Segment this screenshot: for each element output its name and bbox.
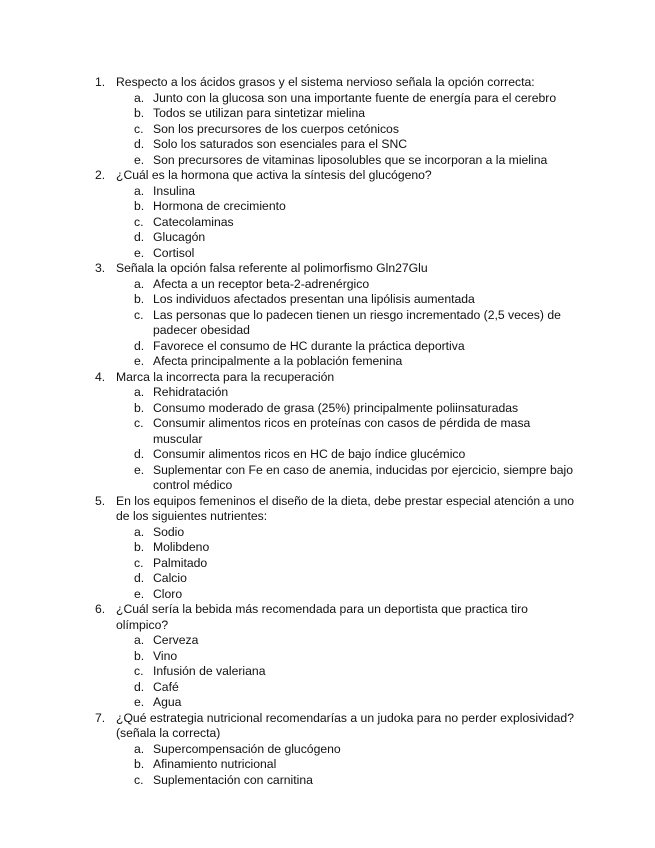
question-text: Respecto a los ácidos grasos y el sistema nervioso señala la opción correcta: — [116, 75, 535, 89]
question-item — [0, 711, 655, 789]
option-letter: a. — [134, 90, 145, 105]
option-item — [116, 122, 575, 138]
option-text: Cerveza — [153, 633, 199, 647]
option-item — [116, 757, 575, 773]
question-text: ¿Cuál es la hormona que activa la síntesis del glucógeno? — [116, 168, 432, 182]
option-item — [116, 556, 575, 572]
option-list — [116, 385, 575, 494]
option-letter: d. — [134, 338, 145, 353]
option-letter: e. — [134, 245, 145, 260]
option-letter: e. — [134, 695, 145, 709]
option-letter: e. — [134, 462, 145, 477]
option-list — [116, 633, 575, 711]
option-item — [116, 649, 575, 665]
option-text: Calcio — [153, 571, 187, 585]
option-letter: b. — [134, 199, 145, 213]
question-item — [0, 370, 655, 494]
option-letter: d. — [134, 571, 145, 585]
option-letter: c. — [134, 555, 144, 570]
option-item — [116, 571, 575, 587]
option-item — [116, 354, 575, 370]
option-item — [116, 385, 575, 401]
option-text: Glucagón — [153, 230, 206, 244]
option-item — [116, 587, 575, 603]
option-text: Cortisol — [153, 245, 195, 260]
option-text: Palmitado — [153, 555, 208, 570]
option-letter: a. — [134, 183, 145, 198]
question-item — [0, 168, 655, 261]
option-letter: a. — [134, 633, 145, 647]
option-letter: c. — [134, 664, 144, 678]
option-item — [116, 230, 575, 246]
option-text: Afecta principalmente a la población femenina — [153, 354, 403, 368]
option-letter: d. — [134, 137, 145, 151]
option-letter: c. — [134, 121, 144, 136]
option-text: Suplementar con Fe en caso de anemia, inducidas por ejercicio, siempre bajo control médico — [153, 462, 574, 492]
option-text: Consumir alimentos ricos en HC de bajo índice glucémico — [153, 447, 466, 461]
option-letter: c. — [134, 772, 144, 787]
option-letter: b. — [134, 400, 145, 415]
option-letter: b. — [134, 292, 145, 306]
option-letter: e. — [134, 152, 145, 167]
option-text: Insulina — [153, 183, 196, 198]
option-letter: a. — [134, 524, 145, 539]
question-number: 4. — [95, 369, 106, 384]
option-letter: d. — [134, 230, 145, 244]
option-item — [116, 695, 575, 711]
option-item — [116, 277, 575, 293]
question-item — [0, 261, 655, 370]
question-text: Señala la opción falsa referente al polimorfismo Gln27Glu — [116, 261, 428, 275]
option-letter: e. — [134, 586, 145, 601]
option-item — [116, 91, 575, 107]
option-letter: c. — [134, 214, 144, 229]
option-item — [116, 199, 575, 215]
option-text: Junto con la glucosa son una importante fuente de energía para el cerebro — [153, 90, 557, 105]
option-text: Consumo moderado de grasa (25%) principalmente poliinsaturadas — [153, 400, 519, 415]
question-number: 6. — [95, 602, 106, 616]
question-text: ¿Qué estrategia nutricional recomendarías a un judoka para no perder explosividad? (señala la correcta) — [116, 710, 574, 740]
option-item — [116, 246, 575, 262]
option-text: Molibdeno — [153, 540, 210, 554]
option-text: Las personas que lo padecen tienen un riesgo incrementado (2,5 veces) de padecer obesidad — [153, 307, 561, 337]
option-item — [116, 416, 575, 447]
option-item — [116, 308, 575, 339]
option-text: Solo los saturados son esenciales para el SNC — [153, 137, 408, 151]
option-text: Sodio — [153, 524, 185, 539]
question-item — [0, 602, 655, 711]
question-number: 2. — [95, 168, 106, 182]
option-letter: a. — [134, 741, 145, 756]
option-list — [116, 184, 575, 262]
option-text: Son precursores de vitaminas liposolubles que se incorporan a la mielina — [153, 152, 548, 167]
option-letter: a. — [134, 385, 145, 399]
option-letter: c. — [134, 416, 144, 430]
option-text: Consumir alimentos ricos en proteínas con casos de pérdida de masa muscular — [153, 416, 531, 446]
option-text: Supercompensación de glucógeno — [153, 741, 341, 756]
option-list — [116, 525, 575, 603]
option-item — [116, 664, 575, 680]
option-text: Afinamiento nutricional — [153, 757, 277, 771]
option-text: Favorece el consumo de HC durante la práctica deportiva — [153, 338, 465, 353]
question-item — [0, 75, 655, 168]
option-list — [116, 91, 575, 169]
option-item — [116, 184, 575, 200]
option-text: Rehidratación — [153, 385, 229, 399]
option-list — [116, 742, 575, 789]
option-list — [116, 277, 575, 370]
option-text: Café — [153, 679, 179, 694]
option-letter: c. — [134, 307, 144, 322]
question-text: Marca la incorrecta para la recuperación — [116, 369, 335, 384]
option-text: Afecta a un receptor beta-2-adrenérgico — [153, 276, 370, 291]
option-item — [116, 463, 575, 494]
option-text: Cloro — [153, 586, 183, 601]
question-text: En los equipos femeninos el diseño de la dieta, debe prestar especial atención a uno de los siguientes nutrientes: — [116, 493, 575, 523]
option-letter: d. — [134, 679, 145, 694]
option-item — [116, 680, 575, 696]
option-text: Son los precursores de los cuerpos cetónicos — [153, 121, 399, 136]
option-text: Los individuos afectados presentan una lipólisis aumentada — [153, 292, 475, 306]
option-item — [116, 525, 575, 541]
option-item — [116, 153, 575, 169]
option-text: Catecolaminas — [153, 214, 234, 229]
option-letter: b. — [134, 540, 145, 554]
option-letter: d. — [134, 447, 145, 461]
option-item — [116, 339, 575, 355]
option-text: Todos se utilizan para sintetizar mielina — [153, 106, 366, 120]
option-item — [116, 137, 575, 153]
question-number: 1. — [95, 75, 106, 89]
option-item — [116, 106, 575, 122]
option-letter: a. — [134, 276, 145, 291]
option-text: Suplementación con carnitina — [153, 772, 313, 787]
question-number: 5. — [95, 493, 106, 508]
option-item — [116, 292, 575, 308]
question-list — [0, 75, 655, 788]
question-number: 3. — [95, 261, 106, 275]
option-item — [116, 215, 575, 231]
option-letter: b. — [134, 648, 145, 663]
option-item — [116, 742, 575, 758]
option-item — [116, 773, 575, 789]
option-text: Agua — [153, 695, 182, 709]
question-text: ¿Cuál sería la bebida más recomendada para un deportista que practica tiro olímpico? — [116, 602, 528, 632]
option-letter: e. — [134, 354, 145, 368]
option-letter: b. — [134, 757, 145, 771]
option-text: Hormona de crecimiento — [153, 199, 286, 213]
option-text: Infusión de valeriana — [153, 664, 266, 678]
option-item — [116, 401, 575, 417]
option-item — [116, 447, 575, 463]
option-letter: b. — [134, 106, 145, 120]
option-item — [116, 540, 575, 556]
option-item — [116, 633, 575, 649]
question-number: 7. — [95, 710, 106, 725]
question-item — [0, 494, 655, 603]
option-text: Vino — [153, 648, 178, 663]
